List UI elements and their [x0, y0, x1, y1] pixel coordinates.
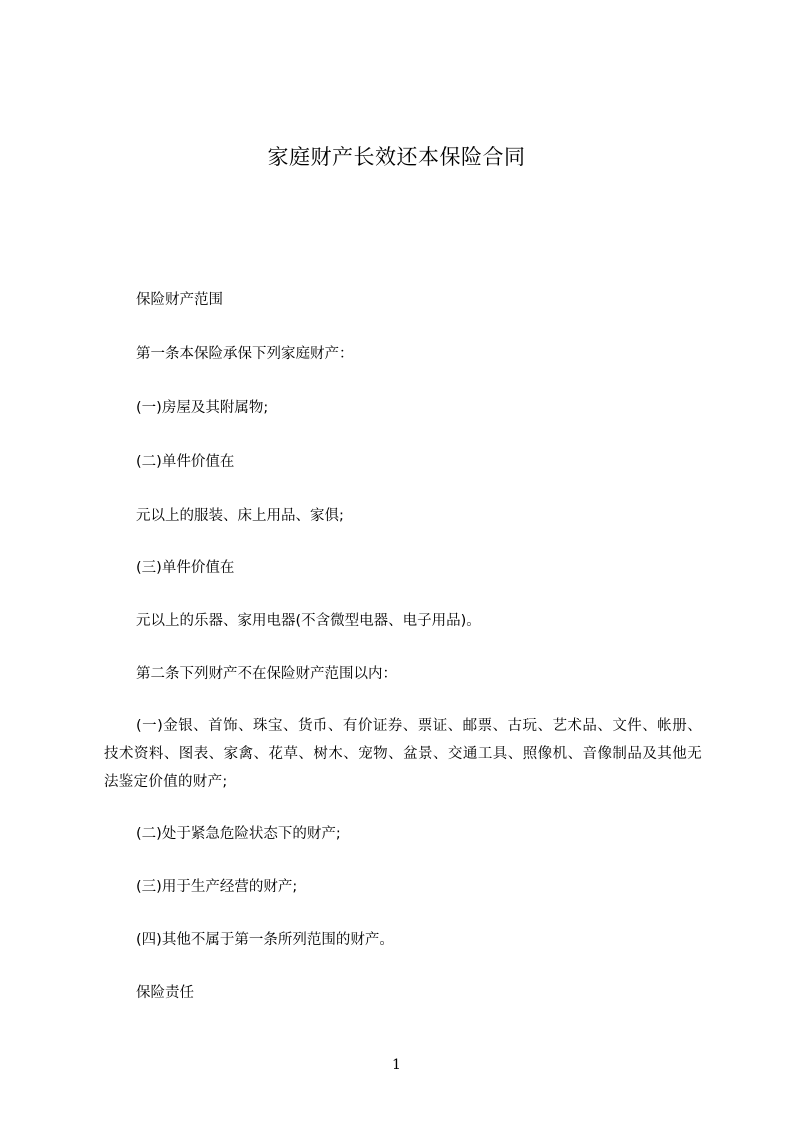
section-heading-insured-property-scope: 保险财产范围 [136, 292, 223, 308]
section-heading-insurance-liability: 保险责任 [136, 985, 194, 1001]
article-2-item-4: (四)其他不属于第一条所列范围的财产。 [136, 932, 394, 948]
article-1-item-2: (二)单件价值在 [136, 454, 235, 470]
page-number: 1 [392, 1057, 401, 1073]
article-1-item-3: (三)单件价值在 [136, 560, 235, 576]
article-2-item-2: (二)处于紧急危险状态下的财产; [136, 826, 341, 842]
article-2-paragraph: 第二条下列财产不在保险财产范围以内： [136, 666, 397, 682]
article-1-item-3-continued: 元以上的乐器、家用电器(不含微型电器、电子用品)。 [136, 613, 481, 629]
document-title: 家庭财产长效还本保险合同 [267, 145, 526, 169]
article-1-item-1: (一)房屋及其附属物; [136, 400, 269, 416]
article-2-item-1: (一)金银、首饰、珠宝、货币、有价证券、票证、邮票、古玩、艺术品、文件、帐册、技术资料、图表、家禽、花草、树木、宠物、盆景、交通工具、照像机、音像制品及其他无法鉴定价值的财产; [104, 718, 702, 790]
article-1-paragraph: 第一条本保险承保下列家庭财产： [136, 346, 354, 362]
article-2-item-3: (三)用于生产经营的财产; [136, 879, 298, 895]
article-1-item-2-continued: 元以上的服装、床上用品、家俱; [136, 508, 344, 524]
